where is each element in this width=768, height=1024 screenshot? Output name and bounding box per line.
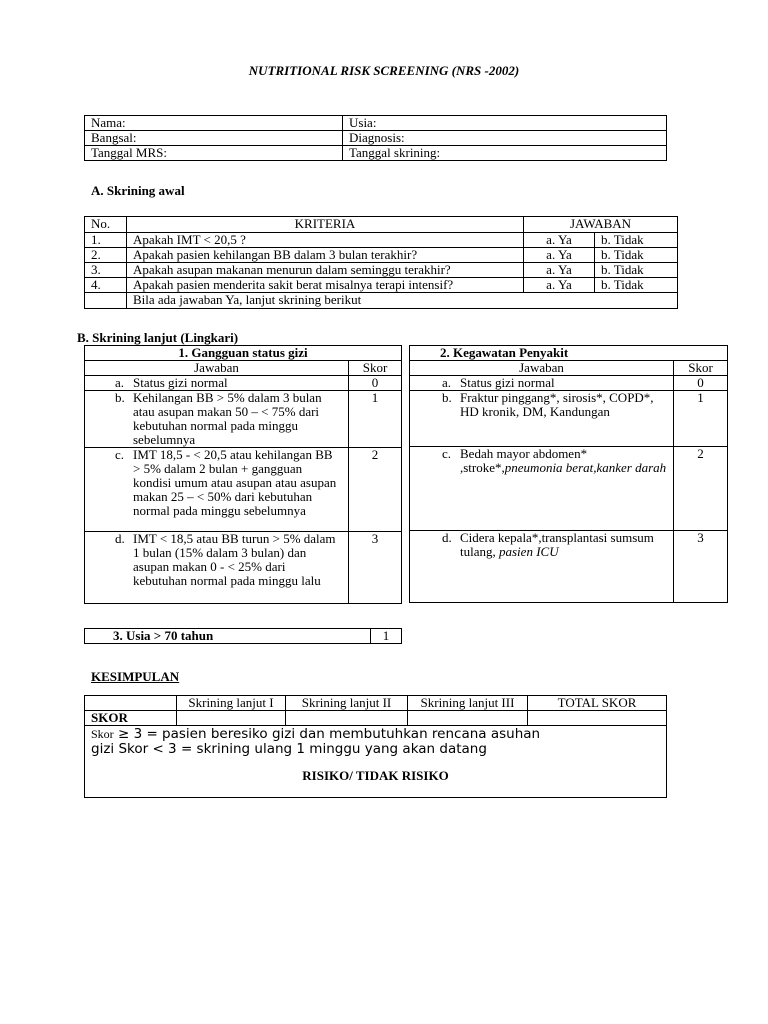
table-row bbox=[85, 263, 678, 278]
row-no: 2. bbox=[85, 248, 127, 263]
answer-no-option[interactable]: b. Tidak bbox=[595, 233, 678, 248]
diagnosis-field[interactable]: Diagnosis: bbox=[343, 131, 667, 146]
row-no: 1. bbox=[85, 233, 127, 248]
score-row-label: SKOR bbox=[85, 711, 177, 726]
answer-no-option[interactable]: b. Tidak bbox=[595, 263, 678, 278]
row-criterion: Apakah asupan makanan menurun dalam seminggu terakhir? bbox=[127, 263, 524, 278]
option-letter: b. bbox=[442, 390, 452, 405]
note-text: ≥ 3 = pasien beresiko gizi dan membutuhkan rencana asuhan gizi Skor < 3 = skrining ulang 1 minggu yang akan datang bbox=[91, 726, 541, 757]
nutrition-status-table bbox=[84, 345, 402, 604]
score-cell[interactable]: 1 bbox=[349, 391, 402, 448]
row-criterion: Apakah pasien kehilangan BB dalam 3 bulan terakhir? bbox=[127, 248, 524, 263]
option-letter: c. bbox=[442, 446, 452, 461]
conclusion-table bbox=[84, 695, 667, 798]
age-field[interactable]: Usia: bbox=[343, 116, 667, 131]
option-letter: d. bbox=[115, 531, 125, 546]
admission-date-field[interactable]: Tanggal MRS: bbox=[85, 146, 343, 161]
section-a-heading: A. Skrining awal bbox=[91, 183, 185, 198]
row-criterion: Apakah IMT < 20,5 ? bbox=[127, 233, 524, 248]
screening-date-field[interactable]: Tanggal skrining: bbox=[343, 146, 667, 161]
answer-no-option[interactable]: b. Tidak bbox=[595, 248, 678, 263]
col-skrining-1-header: Skrining lanjut I bbox=[177, 696, 286, 711]
score-input-1[interactable] bbox=[177, 711, 286, 726]
name-field[interactable]: Nama: bbox=[85, 116, 343, 131]
table-row[interactable] bbox=[410, 391, 728, 447]
row-no: 3. bbox=[85, 263, 127, 278]
option-text-italic: pasien ICU bbox=[499, 544, 559, 559]
answer-yes-option[interactable]: a. Ya bbox=[524, 248, 595, 263]
nutrition-status-title: 1. Gangguan status gizi bbox=[85, 346, 402, 361]
answer-yes-option[interactable]: a. Ya bbox=[524, 233, 595, 248]
table-row bbox=[85, 278, 678, 293]
score-cell[interactable]: 2 bbox=[349, 448, 402, 532]
disease-severity-table bbox=[409, 345, 728, 603]
col-jawaban-header: Jawaban bbox=[410, 361, 674, 376]
col-jawaban-header: JAWABAN bbox=[524, 217, 678, 233]
score-input-3[interactable] bbox=[408, 711, 528, 726]
score-input-2[interactable] bbox=[286, 711, 408, 726]
col-skor-header: Skor bbox=[674, 361, 728, 376]
identity-table bbox=[84, 115, 667, 161]
table-row[interactable] bbox=[410, 531, 728, 603]
score-cell[interactable]: 2 bbox=[674, 447, 728, 531]
risk-result[interactable]: RISIKO/ TIDAK RISIKO bbox=[302, 768, 449, 783]
note-prefix: Skor bbox=[91, 727, 114, 741]
option-text: IMT < 18,5 atau BB turun > 5% dalam 1 bulan (15% dalam 3 bulan) dan asupan makan 0 - < 25% dari kebutuhan normal pada minggu lalu bbox=[133, 531, 336, 588]
option-letter: a. bbox=[442, 375, 452, 390]
col-skor-header: Skor bbox=[349, 361, 402, 376]
initial-screening-note: Bila ada jawaban Ya, lanjut skrining berikut bbox=[127, 293, 678, 309]
table-row[interactable] bbox=[410, 447, 728, 531]
answer-yes-option[interactable]: a. Ya bbox=[524, 263, 595, 278]
col-skrining-2-header: Skrining lanjut II bbox=[286, 696, 408, 711]
age-criterion: 3. Usia > 70 tahun bbox=[85, 629, 371, 644]
col-total-score-header: TOTAL SKOR bbox=[528, 696, 667, 711]
table-row[interactable] bbox=[85, 532, 402, 604]
row-no: 4. bbox=[85, 278, 127, 293]
conclusion-heading: KESIMPULAN bbox=[91, 669, 180, 684]
table-row bbox=[85, 233, 678, 248]
table-row[interactable] bbox=[85, 391, 402, 448]
total-score-input[interactable] bbox=[528, 711, 667, 726]
option-text: Status gizi normal bbox=[133, 375, 228, 390]
score-cell[interactable]: 0 bbox=[674, 376, 728, 391]
score-cell[interactable]: 0 bbox=[349, 376, 402, 391]
table-row bbox=[85, 248, 678, 263]
conclusion-note bbox=[91, 727, 551, 757]
answer-no-option[interactable]: b. Tidak bbox=[595, 278, 678, 293]
table-row[interactable] bbox=[410, 376, 728, 391]
col-no-header: No. bbox=[85, 217, 127, 233]
option-text: Cidera kepala*,transplantasi sumsum tulang, bbox=[460, 530, 654, 559]
row-criterion: Apakah pasien menderita sakit berat misalnya terapi intensif? bbox=[127, 278, 524, 293]
score-cell[interactable]: 3 bbox=[674, 531, 728, 603]
option-text: Status gizi normal bbox=[460, 375, 555, 390]
score-cell[interactable]: 3 bbox=[349, 532, 402, 604]
option-letter: c. bbox=[115, 447, 125, 462]
option-text: Fraktur pinggang*, sirosis*, COPD*, HD kronik, DM, Kandungan bbox=[460, 390, 654, 419]
option-text-italic: pneumonia berat,kanker darah bbox=[504, 460, 667, 475]
score-cell[interactable]: 1 bbox=[674, 391, 728, 447]
option-letter: d. bbox=[442, 530, 452, 545]
col-kriteria-header: KRITERIA bbox=[127, 217, 524, 233]
col-jawaban-header: Jawaban bbox=[85, 361, 349, 376]
initial-screening-table bbox=[84, 216, 678, 309]
option-letter: a. bbox=[115, 375, 125, 390]
page-title: NUTRITIONAL RISK SCREENING (NRS -2002) bbox=[248, 63, 520, 78]
option-text: IMT 18,5 - < 20,5 atau kehilangan BB > 5% dalam 2 bulan + gangguan kondisi umum atau asupan atau asupan makan 25 – < 50% dari kebutuhan normal pada minggu sebelumnya bbox=[133, 447, 337, 518]
section-b-heading: B. Skrining lanjut (Lingkari) bbox=[77, 330, 239, 345]
table-row[interactable] bbox=[85, 376, 402, 391]
age-table bbox=[84, 628, 402, 644]
table-row[interactable] bbox=[85, 448, 402, 532]
option-letter: b. bbox=[115, 390, 125, 405]
answer-yes-option[interactable]: a. Ya bbox=[524, 278, 595, 293]
ward-field[interactable]: Bangsal: bbox=[85, 131, 343, 146]
option-text: Bedah mayor abdomen* ,stroke*, bbox=[460, 446, 588, 475]
col-skrining-3-header: Skrining lanjut III bbox=[408, 696, 528, 711]
option-text: Kehilangan BB > 5% dalam 3 bulan atau asupan makan 50 – < 75% dari kebutuhan normal pada minggu sebelumnya bbox=[133, 390, 322, 447]
disease-severity-title: 2. Kegawatan Penyakit bbox=[410, 346, 728, 361]
age-score-cell[interactable]: 1 bbox=[371, 629, 402, 644]
